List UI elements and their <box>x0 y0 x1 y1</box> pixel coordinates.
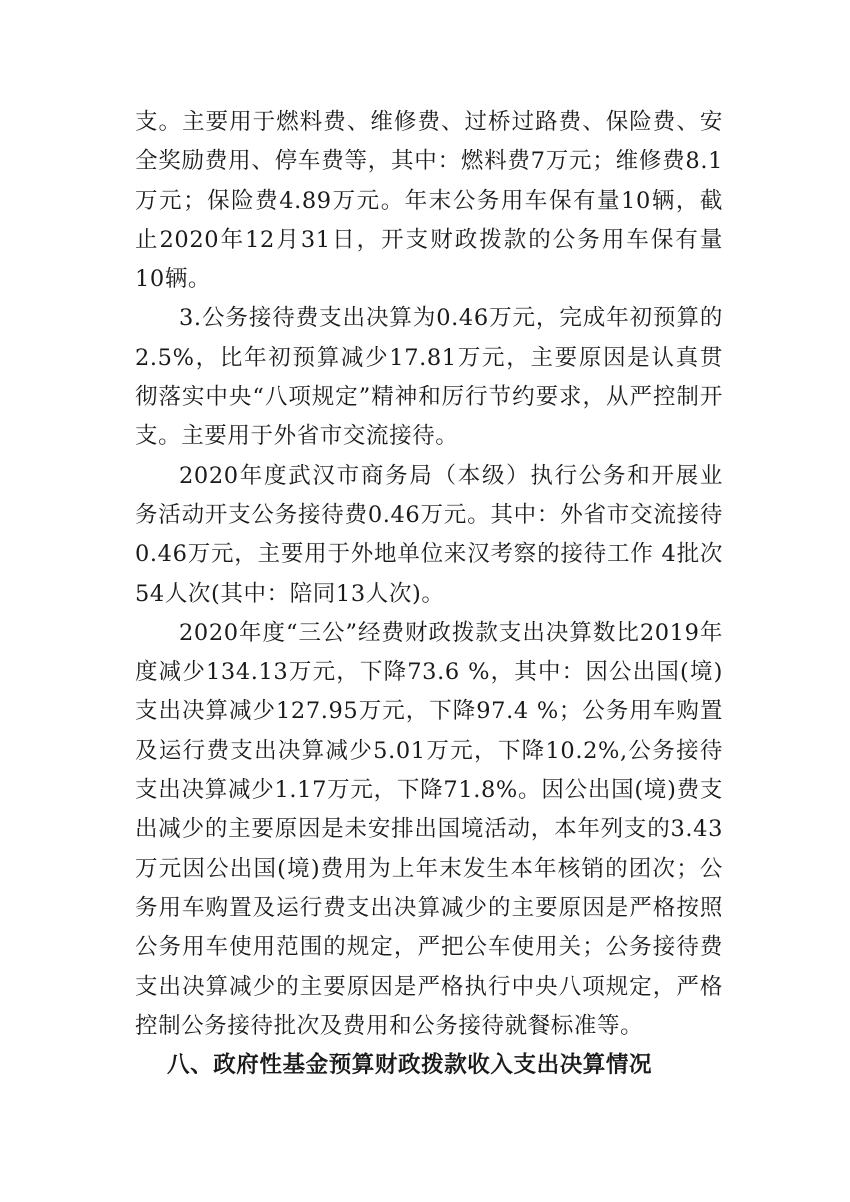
paragraph-three-public-summary: 2020年度“三公”经费财政拨款支出决算数比2019年度减少134.13万元，下降73.6 %，其中：因公出国(境)支出决算减少127.95万元，下降97.4 %；公务用车购置及运行费支出决算减少5.01万元，下降10.2%,公务接待支出决算减少1.17万元，下降71.8%。因公出国(境)费支出减少的主要原因是未安排出国境活动，本年列支的3.43万元因公出国(境)费用为上年末发生本年核销的团次；公务用车购置及运行费支出决算减少的主要原因是严格按照公务用车使用范围的规定，严把公车使用关；公务接待费支出决算减少的主要原因是严格执行中央八项规定，严格控制公务接待批次及费用和公务接待就餐标准等。 <box>135 619 723 1039</box>
section-heading: 八、政府性基金预算财政拨款收入支出决算情况 <box>167 1052 653 1079</box>
paragraph-reception-costs: 3.公务接待费支出决算为0.46万元，完成年初预算的2.5%，比年初预算减少17.81万元，主要原因是认真贯彻落实中央“八项规定”精神和厉行节约要求，从严控制开支。主要用于外省市交流接待。 <box>135 305 723 450</box>
document-body <box>135 103 723 1085</box>
paragraph-reception-detail: 2020年度武汉市商务局（本级）执行公务和开展业务活动开支公务接待费0.46万元。其中：外省市交流接待0.46万元，主要用于外地单位来汉考察的接待工作 4批次54人次(其中：陪同13人次)。 <box>135 462 723 607</box>
paragraph-vehicle-costs: 支。主要用于燃料费、维修费、过桥过路费、保险费、安全奖励费用、停车费等，其中：燃料费7万元；维修费8.1万元；保险费4.89万元。年末公务用车保有量10辆，截止2020年12月31日，开支财政拨款的公务用车保有量10辆。 <box>135 109 723 293</box>
